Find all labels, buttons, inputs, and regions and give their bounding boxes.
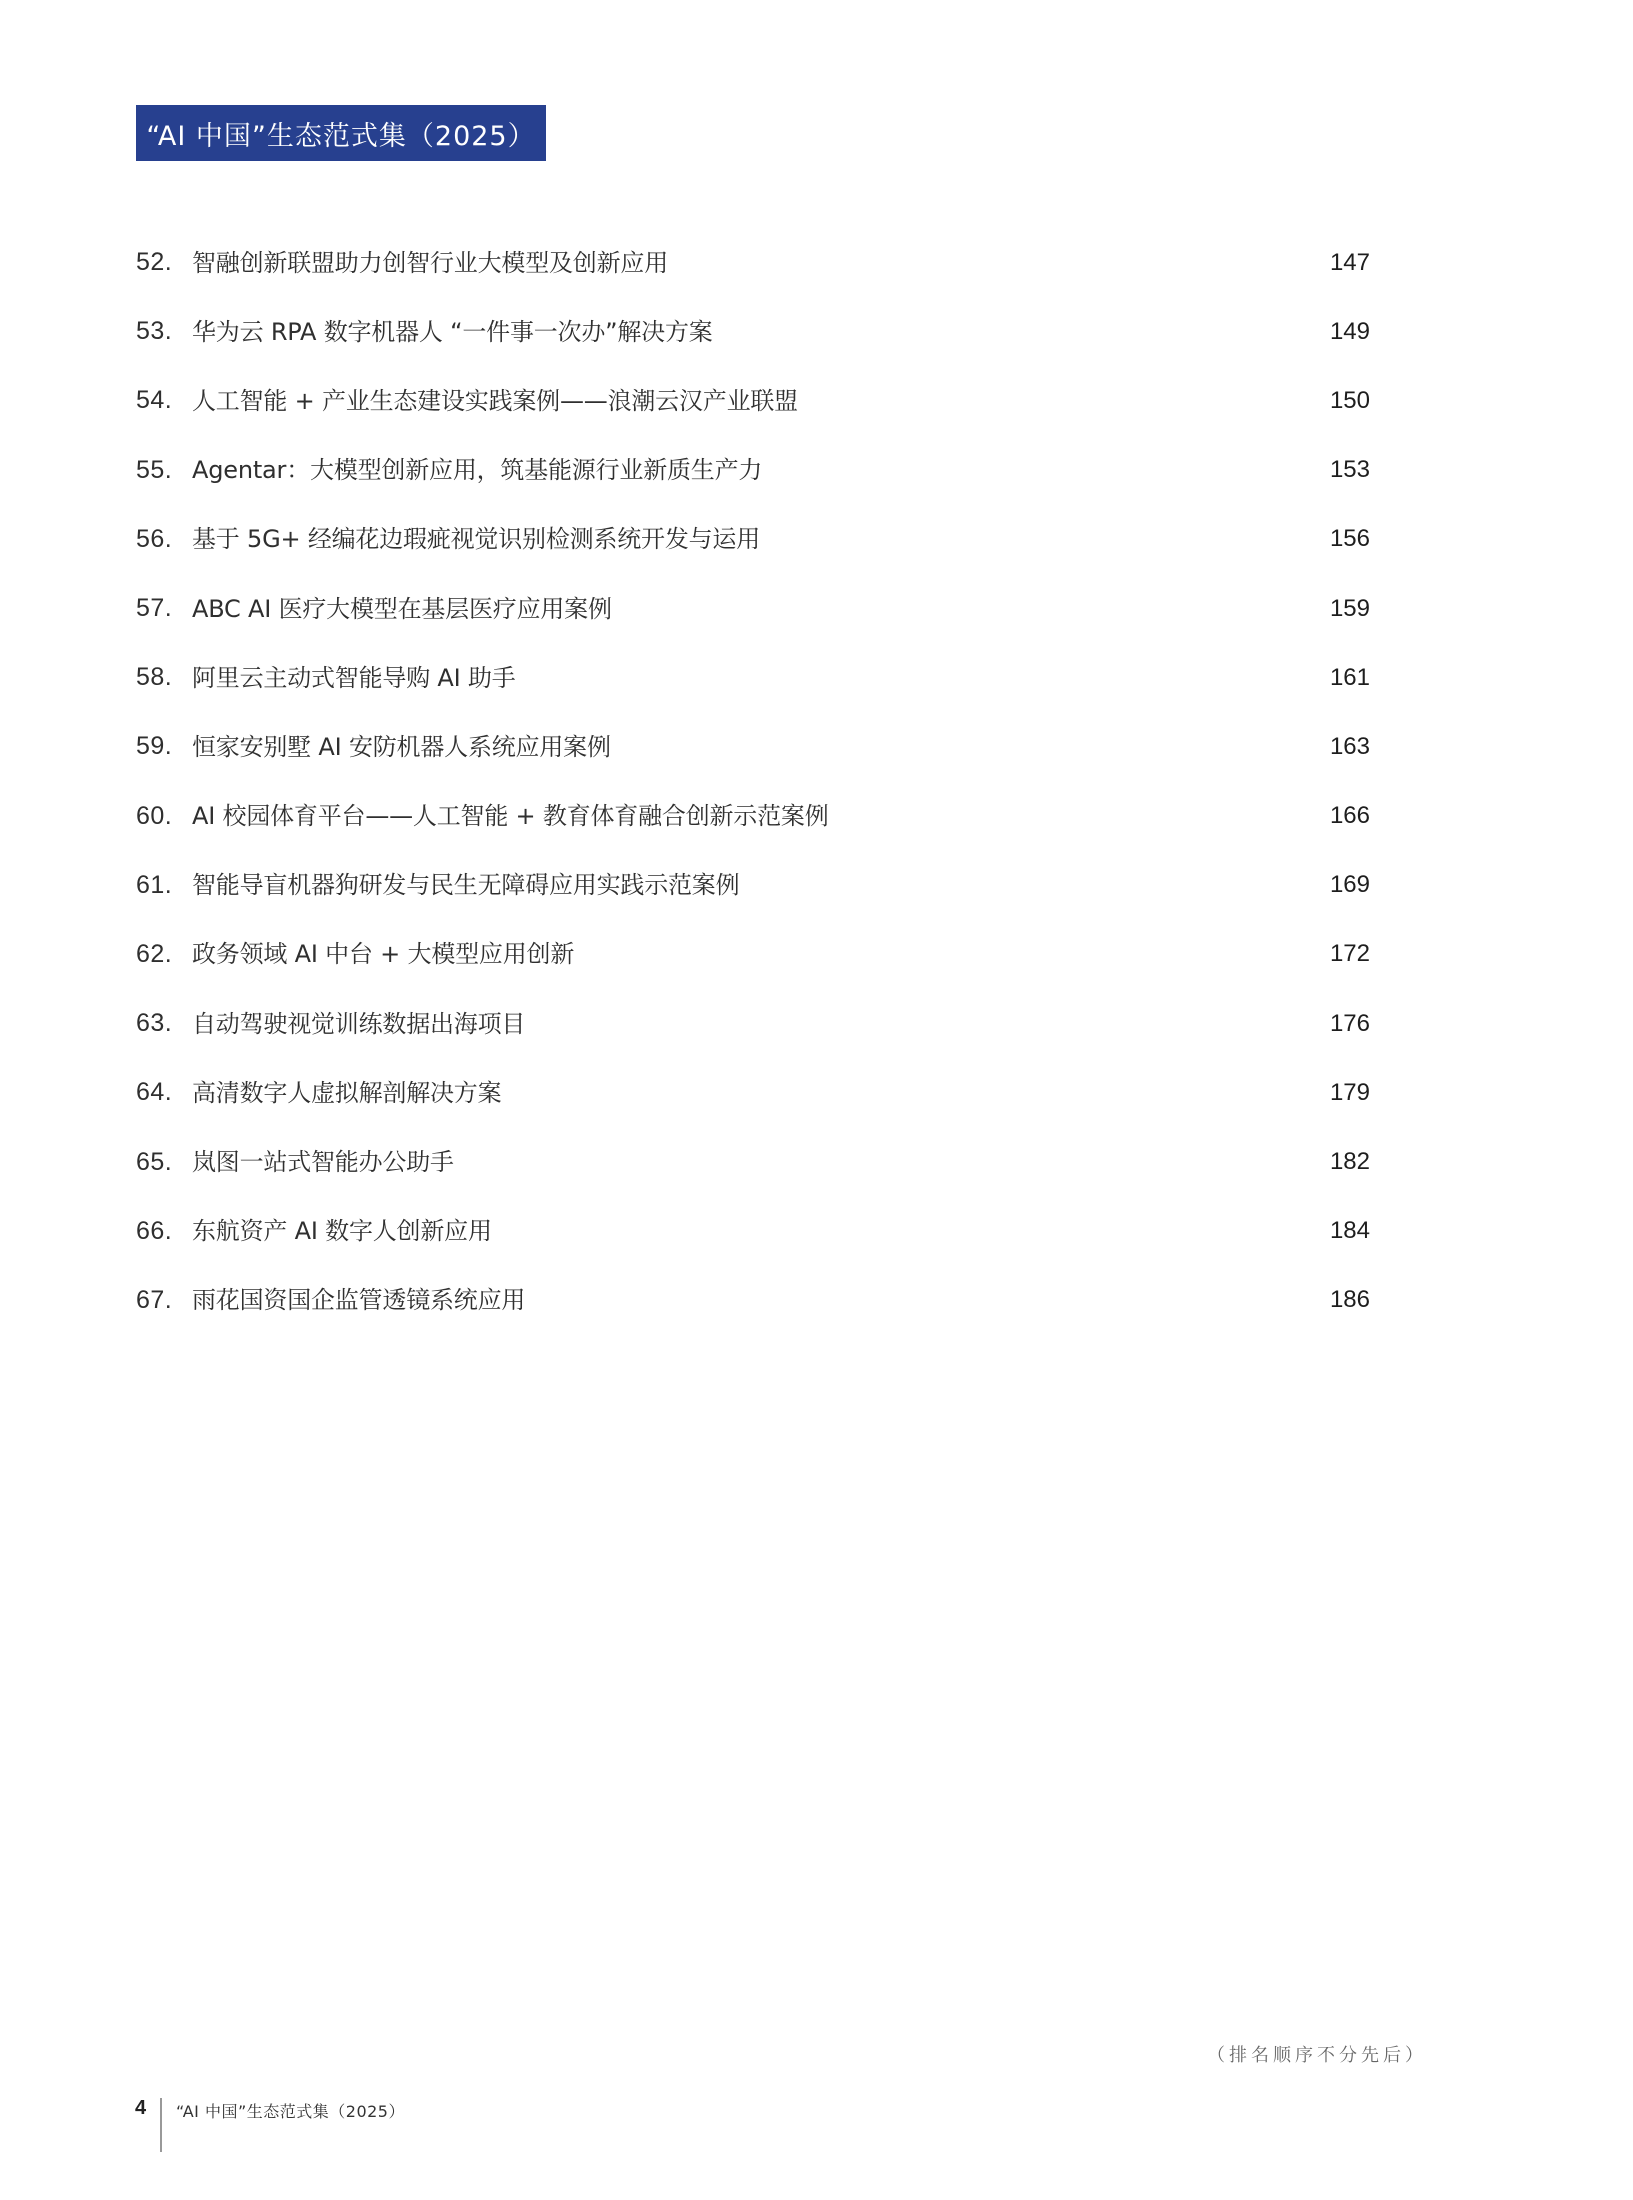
entry-page-number[interactable]: 184	[1329, 1217, 1370, 1245]
entry-number: 53.	[136, 317, 173, 346]
entry-page-number[interactable]: 186	[1329, 1286, 1370, 1314]
entry-title[interactable]: 雨花国资国企监管透镜系统应用	[192, 1286, 526, 1315]
entry-number: 60.	[136, 801, 173, 830]
ranking-note: （排名顺序不分先后）	[1207, 2045, 1427, 2066]
table-of-contents	[136, 228, 1370, 1335]
toc-entry-57[interactable]	[136, 574, 1370, 643]
toc-entry-56[interactable]	[136, 505, 1370, 574]
toc-entry-66[interactable]	[136, 1197, 1370, 1266]
entry-number: 65.	[136, 1147, 173, 1176]
toc-entry-64[interactable]	[136, 1058, 1370, 1127]
entry-title[interactable]: 东航资产 AI 数字人创新应用	[192, 1217, 492, 1246]
entry-page-number[interactable]: 176	[1329, 1009, 1370, 1037]
entry-title[interactable]: 华为云 RPA 数字机器人 “一件事一次办”解决方案	[192, 317, 713, 346]
entry-page-number[interactable]: 156	[1329, 525, 1370, 553]
entry-title[interactable]: 高清数字人虚拟解剖解决方案	[192, 1078, 502, 1107]
toc-entry-52[interactable]	[136, 228, 1370, 297]
entry-title[interactable]: 人工智能 + 产业生态建设实践案例——浪潮云汉产业联盟	[192, 386, 798, 415]
entry-title[interactable]: 阿里云主动式智能导购 AI 助手	[192, 663, 516, 692]
footer-page-number: 4	[135, 2097, 147, 2119]
toc-entry-59[interactable]	[136, 712, 1370, 781]
toc-entry-65[interactable]	[136, 1127, 1370, 1196]
toc-entry-53[interactable]	[136, 297, 1370, 366]
banner-title: “AI 中国”生态范式集（2025）	[146, 120, 536, 152]
entry-number: 63.	[136, 1009, 173, 1038]
entry-page-number[interactable]: 169	[1329, 871, 1370, 899]
entry-page-number[interactable]: 153	[1329, 456, 1370, 484]
entry-number: 52.	[136, 248, 173, 277]
entry-title[interactable]: 基于 5G+ 经编花边瑕疵视觉识别检测系统开发与运用	[192, 525, 761, 554]
entry-title[interactable]: 智融创新联盟助力创智行业大模型及创新应用	[192, 248, 668, 277]
entry-page-number[interactable]: 161	[1329, 663, 1370, 691]
entry-number: 58.	[136, 663, 173, 692]
entry-page-number[interactable]: 182	[1329, 1148, 1370, 1176]
entry-number: 56.	[136, 524, 173, 553]
entry-title[interactable]: ABC AI 医疗大模型在基层医疗应用案例	[192, 594, 612, 623]
entry-title[interactable]: Agentar：大模型创新应用，筑基能源行业新质生产力	[192, 456, 763, 485]
entry-number: 66.	[136, 1216, 173, 1245]
entry-page-number[interactable]: 179	[1329, 1078, 1370, 1106]
toc-entry-58[interactable]	[136, 643, 1370, 712]
entry-title[interactable]: 岚图一站式智能办公助手	[192, 1148, 454, 1177]
entry-page-number[interactable]: 150	[1329, 386, 1370, 414]
toc-entry-62[interactable]	[136, 920, 1370, 989]
entry-number: 61.	[136, 870, 173, 899]
entry-title[interactable]: 自动驾驶视觉训练数据出海项目	[192, 1009, 526, 1038]
header-banner	[136, 105, 546, 161]
toc-entry-67[interactable]	[136, 1266, 1370, 1335]
entry-page-number[interactable]: 149	[1329, 317, 1370, 345]
entry-number: 59.	[136, 732, 173, 761]
entry-number: 64.	[136, 1078, 173, 1107]
toc-entry-63[interactable]	[136, 989, 1370, 1058]
entry-page-number[interactable]: 163	[1329, 732, 1370, 760]
entry-page-number[interactable]: 172	[1329, 940, 1370, 968]
footer-divider	[160, 2098, 162, 2152]
toc-entry-54[interactable]	[136, 366, 1370, 435]
entry-number: 57.	[136, 594, 173, 623]
entry-title[interactable]: AI 校园体育平台——人工智能 + 教育体育融合创新示范案例	[192, 802, 829, 831]
entry-title[interactable]: 政务领域 AI 中台 + 大模型应用创新	[192, 940, 575, 969]
toc-entry-55[interactable]	[136, 436, 1370, 505]
entry-number: 67.	[136, 1285, 173, 1314]
entry-page-number[interactable]: 166	[1329, 802, 1370, 830]
entry-page-number[interactable]: 159	[1329, 594, 1370, 622]
footer-title: “AI 中国”生态范式集（2025）	[176, 2102, 405, 2121]
entry-number: 55.	[136, 455, 173, 484]
entry-number: 54.	[136, 386, 173, 415]
entry-page-number[interactable]: 147	[1329, 248, 1370, 276]
entry-title[interactable]: 智能导盲机器狗研发与民生无障碍应用实践示范案例	[192, 871, 740, 900]
entry-title[interactable]: 恒家安别墅 AI 安防机器人系统应用案例	[192, 732, 611, 761]
entry-number: 62.	[136, 939, 173, 968]
toc-entry-61[interactable]	[136, 851, 1370, 920]
toc-entry-60[interactable]	[136, 782, 1370, 851]
